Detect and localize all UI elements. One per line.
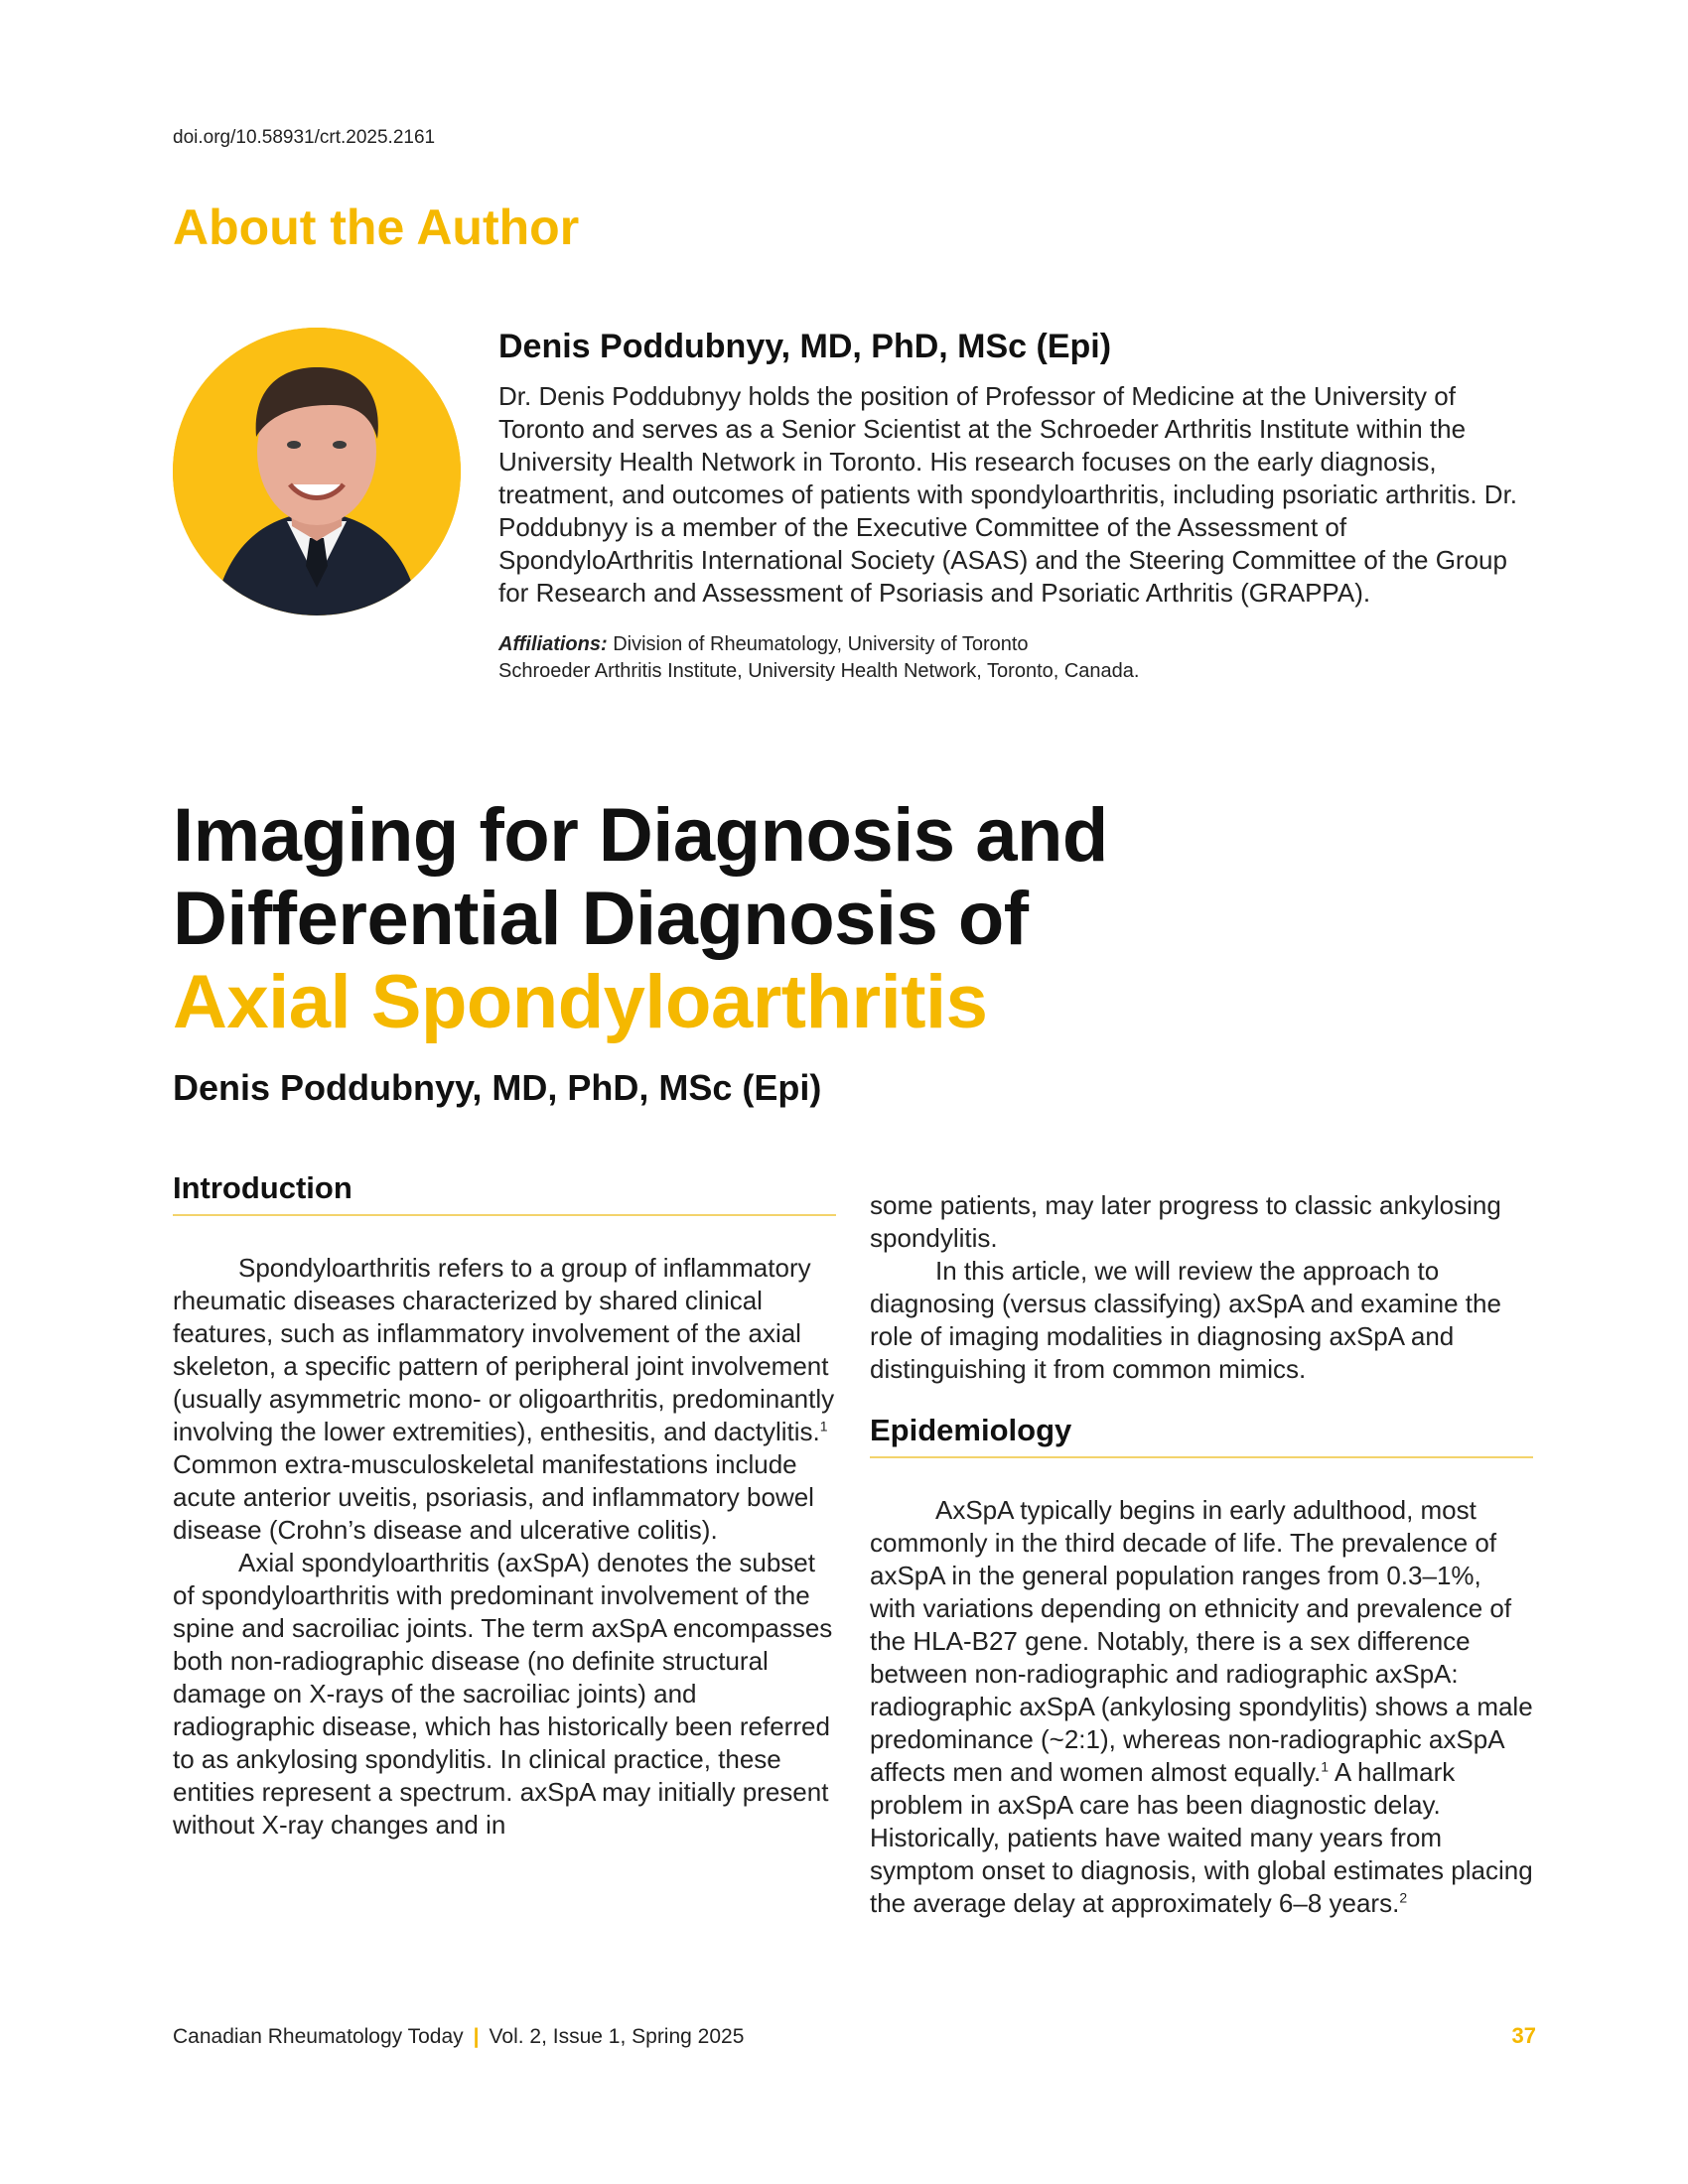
introduction-heading: Introduction	[173, 1171, 836, 1216]
author-portrait	[173, 328, 461, 615]
epidemiology-paragraph-1: AxSpA typically begins in early adulthood, most commonly in the third decade of life. The prevalence of axSpA in the general population ranges from 0.3–1%, with variations depending on ethnicity and prevalence of the HLA-B27 gene. Notably, there is a sex difference between non-radiographic and radiographic axSpA: radiographic axSpA (ankylosing spondylitis) shows a male predominance (~2:1), whereas non-radiographic axSpA affects men and women almost equally.$^1$ A hallmark problem in axSpA care has been diagnostic delay. Historically, patients have waited many years from symptom onset to diagnosis, with global estimates placing the average delay at approximately 6–8 years.$^2$	[870, 1495, 1533, 1918]
citation-ref[interactable]: 1	[1321, 1758, 1330, 1775]
issue-info: Vol. 2, Issue 1, Spring 2025	[489, 2025, 745, 2048]
title-line-2: Differential Diagnosis of	[173, 877, 1029, 961]
author-photo-illustration	[173, 328, 461, 615]
affiliation-line-1: Division of Rheumatology, University of Toronto	[613, 633, 1029, 655]
author-name: Denis Poddubnyy, MD, PhD, MSc (Epi)	[498, 328, 1112, 365]
about-author-heading: About the Author	[173, 200, 580, 255]
right-column	[870, 1189, 1533, 1920]
article-byline: Denis Poddubnyy, MD, PhD, MSc (Epi)	[173, 1067, 822, 1108]
intro-paragraph-1: Spondyloarthritis refers to a group of inflammatory rheumatic diseases characterized by shared clinical features, such as inflammatory involvement of the axial skeleton, a specific pattern of peripheral joint involvement (usually asymmetric mono- or oligoarthritis, predominantly involving the lower extremities), enthesitis, and dactylitis.$^1$ Common extra-musculoskeletal manifestations include acute anterior uveitis, psoriasis, and inflammatory bowel disease (Crohn’s disease and ulcerative colitis).	[173, 1253, 835, 1545]
citation-ref[interactable]: 1	[819, 1418, 828, 1434]
author-bio-block	[498, 328, 1541, 685]
journal-name: Canadian Rheumatology Today	[173, 2025, 464, 2048]
intro-paragraph-2-continued: some patients, may later progress to classic ankylosing spondylitis.	[870, 1190, 1501, 1253]
author-affiliations	[498, 631, 1541, 685]
footer-separator: |	[473, 2025, 480, 2048]
article-title	[173, 794, 1108, 1044]
author-bio: Dr. Denis Poddubnyy holds the position of Professor of Medicine at the University of Toronto and serves as a Senior Scientist at the Schroeder Arthritis Institute within the University Health Network in Toronto. His research focuses on the early diagnosis, treatment, and outcomes of patients with spondyloarthritis, including psoriatic arthritis. Dr. Poddubnyy is a member of the Executive Committee of the Assessment of SpondyloArthritis International Society (ASAS) and the Steering Committee of the Group for Research and Assessment of Psoriasis and Psoriatic Arthritis (GRAPPA).	[498, 381, 1518, 608]
page-number: 37	[1511, 2023, 1536, 2048]
citation-ref[interactable]: 2	[1399, 1889, 1408, 1906]
doi-link[interactable]: doi.org/10.58931/crt.2025.2161	[173, 127, 436, 148]
intro-paragraph-2: Axial spondyloarthritis (axSpA) denotes the subset of spondyloarthritis with predominant involvement of the spine and sacroiliac joints. The term axSpA encompasses both non-radiographic disease (no definite structural damage on X-rays of the sacroiliac joints) and radiographic disease, which has historically been referred to as ankylosing spondylitis. In clinical practice, these entities represent a spectrum. axSpA may initially present without X-ray changes and in	[173, 1548, 833, 1840]
title-line-1: Imaging for Diagnosis and	[173, 793, 1108, 878]
affiliation-line-2: Schroeder Arthritis Institute, University Health Network, Toronto, Canada.	[498, 660, 1140, 682]
affiliations-label: Affiliations:	[498, 633, 608, 655]
page-footer	[173, 2025, 744, 2049]
title-line-3-highlight: Axial Spondyloarthritis	[173, 960, 988, 1044]
epidemiology-heading: Epidemiology	[870, 1414, 1533, 1458]
intro-paragraph-3: In this article, we will review the approach to diagnosing (versus classifying) axSpA and examine the role of imaging modalities in diagnosing axSpA and distinguishing it from common mimics.	[870, 1256, 1501, 1384]
left-column	[173, 1171, 836, 1842]
